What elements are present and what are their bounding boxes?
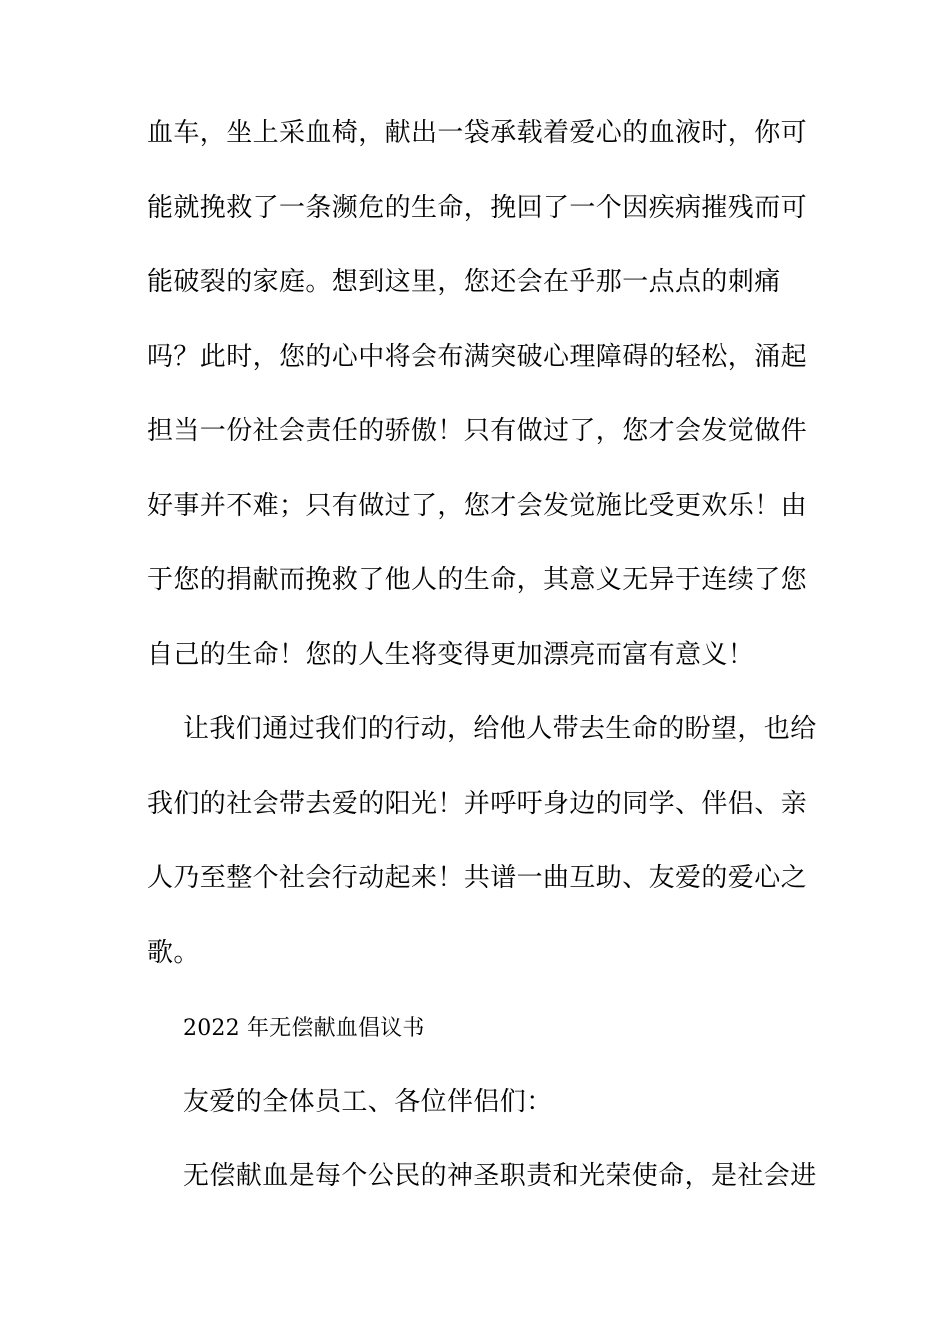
paragraph-1-line-2: 能就挽救了一条濒危的生命，挽回了一个因疾病摧残而可 xyxy=(147,193,808,223)
paragraph-1-line-4: 吗？此时，您的心中将会布满突破心理障碍的轻松，涌起 xyxy=(147,342,808,372)
paragraph-1-line-8: 自己的生命！您的人生将变得更加漂亮而富有意义！ xyxy=(147,640,755,670)
paragraph-2-line-1: 让我们通过我们的行动，给他人带去生命的盼望，也给 xyxy=(183,714,817,744)
paragraph-3-line-1: 无偿献血是每个公民的神圣职责和光荣使命，是社会进 xyxy=(183,1161,817,1191)
paragraph-1-line-5: 担当一份社会责任的骄傲！只有做过了，您才会发觉做件 xyxy=(147,416,808,446)
salutation: 友爱的全体员工、各位伴侣们： xyxy=(183,1087,553,1117)
paragraph-2-line-4: 歌。 xyxy=(147,938,200,968)
paragraph-2-line-2: 我们的社会带去爱的阳光！并呼吁身边的同学、伴侣、亲 xyxy=(147,789,808,819)
paragraph-1-line-1: 血车，坐上采血椅，献出一袋承载着爱心的血液时，你可 xyxy=(147,118,808,148)
paragraph-2-line-3: 人乃至整个社会行动起来！共谱一曲互助、友爱的爱心之 xyxy=(147,863,808,893)
paragraph-1-line-7: 于您的捐献而挽救了他人的生命，其意义无异于连续了您 xyxy=(147,565,808,595)
paragraph-1-line-6: 好事并不难；只有做过了，您才会发觉施比受更欢乐！由 xyxy=(147,491,808,521)
paragraph-1-line-3: 能破裂的家庭。想到这里，您还会在乎那一点点的刺痛 xyxy=(147,267,781,297)
document-title: 2022 年无偿献血倡议书 xyxy=(183,1016,425,1041)
